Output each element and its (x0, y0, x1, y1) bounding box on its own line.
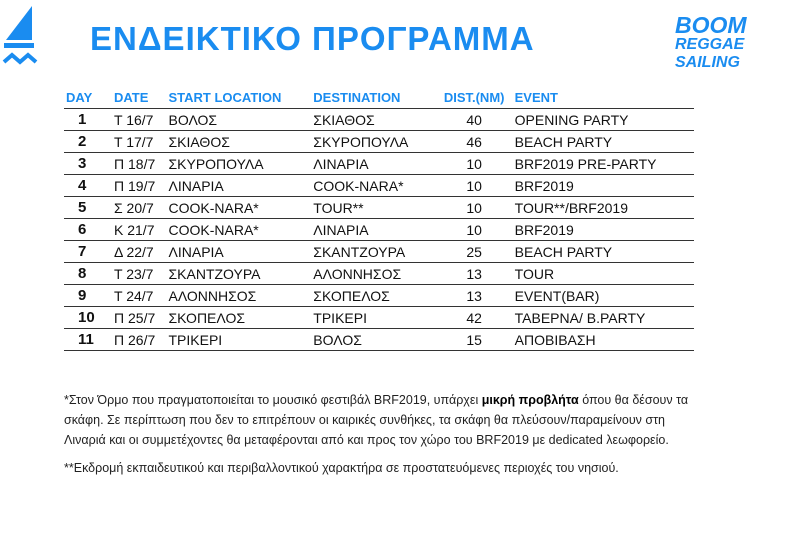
cell-day: 8 (64, 263, 112, 285)
cell-day: 7 (64, 241, 112, 263)
cell-date: Π 26/7 (112, 329, 167, 351)
cell-event: TOUR**/BRF2019 (513, 197, 694, 219)
header-event: EVENT (513, 86, 694, 109)
cell-distance: 10 (434, 153, 513, 175)
cell-date: Π 18/7 (112, 153, 167, 175)
cell-destination: ΣΚΟΠΕΛΟΣ (311, 285, 433, 307)
table-row (64, 175, 694, 197)
table-row (64, 285, 694, 307)
table-row (64, 109, 694, 131)
cell-date: Κ 21/7 (112, 219, 167, 241)
cell-distance: 10 (434, 219, 513, 241)
cell-distance: 42 (434, 307, 513, 329)
footnote-1-highlight: μικρή προβλήτα (481, 393, 579, 407)
table-row (64, 329, 694, 351)
cell-start-location: COOK-NARA* (167, 197, 312, 219)
header-day: DAY (64, 86, 112, 109)
footnote-1-text: *Στον Όρμο που πραγματοποιείται το μουσικό φεστιβάλ BRF2019, υπάρχει (64, 393, 482, 407)
cell-distance: 15 (434, 329, 513, 351)
cell-start-location: ΣΚΑΝΤΖΟΥΡΑ (167, 263, 312, 285)
cell-day: 5 (64, 197, 112, 219)
cell-destination: ΤΡΙΚΕΡΙ (311, 307, 433, 329)
cell-date: Π 19/7 (112, 175, 167, 197)
cell-start-location: COOK-NARA* (167, 219, 312, 241)
cell-destination: ΣΚΙΑΘΟΣ (311, 109, 433, 131)
table-row (64, 153, 694, 175)
schedule-table (64, 86, 694, 351)
cell-day: 9 (64, 285, 112, 307)
cell-destination: ΒΟΛΟΣ (311, 329, 433, 351)
cell-event: BRF2019 (513, 219, 694, 241)
cell-event: OPENING PARTY (513, 109, 694, 131)
cell-event: TOUR (513, 263, 694, 285)
cell-distance: 40 (434, 109, 513, 131)
cell-distance: 13 (434, 285, 513, 307)
footnote-2: **Εκδρομή εκπαιδευτικού και περιβαλλοντικού χαρακτήρα σε προστατευόμενες περιοχές του νησιού. (64, 461, 619, 475)
cell-destination: ΛΙΝΑΡΙΑ (311, 219, 433, 241)
cell-event: ΑΠΟΒΙΒΑΣΗ (513, 329, 694, 351)
brand-line-2: REGGAE (675, 36, 745, 53)
brand-line-3: SAILING (675, 54, 740, 71)
cell-start-location: ΛΙΝΑΡΙΑ (167, 241, 312, 263)
table-header-row (64, 86, 694, 109)
cell-distance: 46 (434, 131, 513, 153)
header-start-location: START LOCATION (167, 86, 312, 109)
footnote-1-text-end: όπου θα δέσουν τα σκάφη. Σε περίπτωση που δεν το επιτρέπουν οι καιρικές συνθήκες, τα σκάφη θα πλεύσουν/παραμείνουν στη Λιναριά και οι συμμετέχοντες θα μεταφέρονται από και προς τον χώρο του BRF2019 με dedicated λεωφορείο. (64, 393, 689, 447)
cell-day: 4 (64, 175, 112, 197)
table-row (64, 197, 694, 219)
cell-event: EVENT(BAR) (513, 285, 694, 307)
table-row (64, 241, 694, 263)
cell-distance: 10 (434, 197, 513, 219)
cell-destination: ΛΙΝΑΡΙΑ (311, 153, 433, 175)
header-date: DATE (112, 86, 167, 109)
cell-start-location: ΤΡΙΚΕΡΙ (167, 329, 312, 351)
header-distance: DIST.(NM) (434, 86, 513, 109)
cell-day: 2 (64, 131, 112, 153)
cell-start-location: ΒΟΛΟΣ (167, 109, 312, 131)
cell-date: Τ 23/7 (112, 263, 167, 285)
cell-day: 1 (64, 109, 112, 131)
cell-event: BRF2019 PRE-PARTY (513, 153, 694, 175)
cell-date: Σ 20/7 (112, 197, 167, 219)
cell-date: Τ 24/7 (112, 285, 167, 307)
footnote-1 (64, 390, 704, 450)
cell-date: Τ 17/7 (112, 131, 167, 153)
cell-event: BRF2019 (513, 175, 694, 197)
cell-destination: ΣΚΑΝΤΖΟΥΡΑ (311, 241, 433, 263)
cell-event: BEACH PARTY (513, 131, 694, 153)
cell-date: Τ 16/7 (112, 109, 167, 131)
cell-destination: ΣΚΥΡΟΠΟΥΛΑ (311, 131, 433, 153)
cell-day: 11 (64, 329, 112, 351)
cell-date: Δ 22/7 (112, 241, 167, 263)
cell-day: 3 (64, 153, 112, 175)
cell-day: 6 (64, 219, 112, 241)
cell-destination: COOK-NARA* (311, 175, 433, 197)
table-row (64, 219, 694, 241)
table-row (64, 307, 694, 329)
table-row (64, 131, 694, 153)
brand-line-1: BOOM (675, 12, 747, 38)
sail-logo-icon (0, 0, 40, 80)
cell-event: ΤΑΒΕΡΝΑ/ B.PARTY (513, 307, 694, 329)
brand-logo (675, 14, 775, 72)
cell-date: Π 25/7 (112, 307, 167, 329)
header-destination: DESTINATION (311, 86, 433, 109)
cell-distance: 25 (434, 241, 513, 263)
cell-event: BEACH PARTY (513, 241, 694, 263)
table-row (64, 263, 694, 285)
cell-start-location: ΑΛΟΝΝΗΣΟΣ (167, 285, 312, 307)
cell-start-location: ΣΚΟΠΕΛΟΣ (167, 307, 312, 329)
page-title: ΕΝΔΕΙΚΤΙΚΟ ΠΡΟΓΡΑΜΜΑ (90, 20, 535, 57)
cell-distance: 10 (434, 175, 513, 197)
cell-day: 10 (64, 307, 112, 329)
cell-start-location: ΣΚΙΑΘΟΣ (167, 131, 312, 153)
cell-distance: 13 (434, 263, 513, 285)
cell-start-location: ΣΚΥΡΟΠΟΥΛΑ (167, 153, 312, 175)
cell-destination: TOUR** (311, 197, 433, 219)
cell-start-location: ΛΙΝΑΡΙΑ (167, 175, 312, 197)
cell-destination: ΑΛΟΝΝΗΣΟΣ (311, 263, 433, 285)
footnotes (64, 390, 704, 486)
